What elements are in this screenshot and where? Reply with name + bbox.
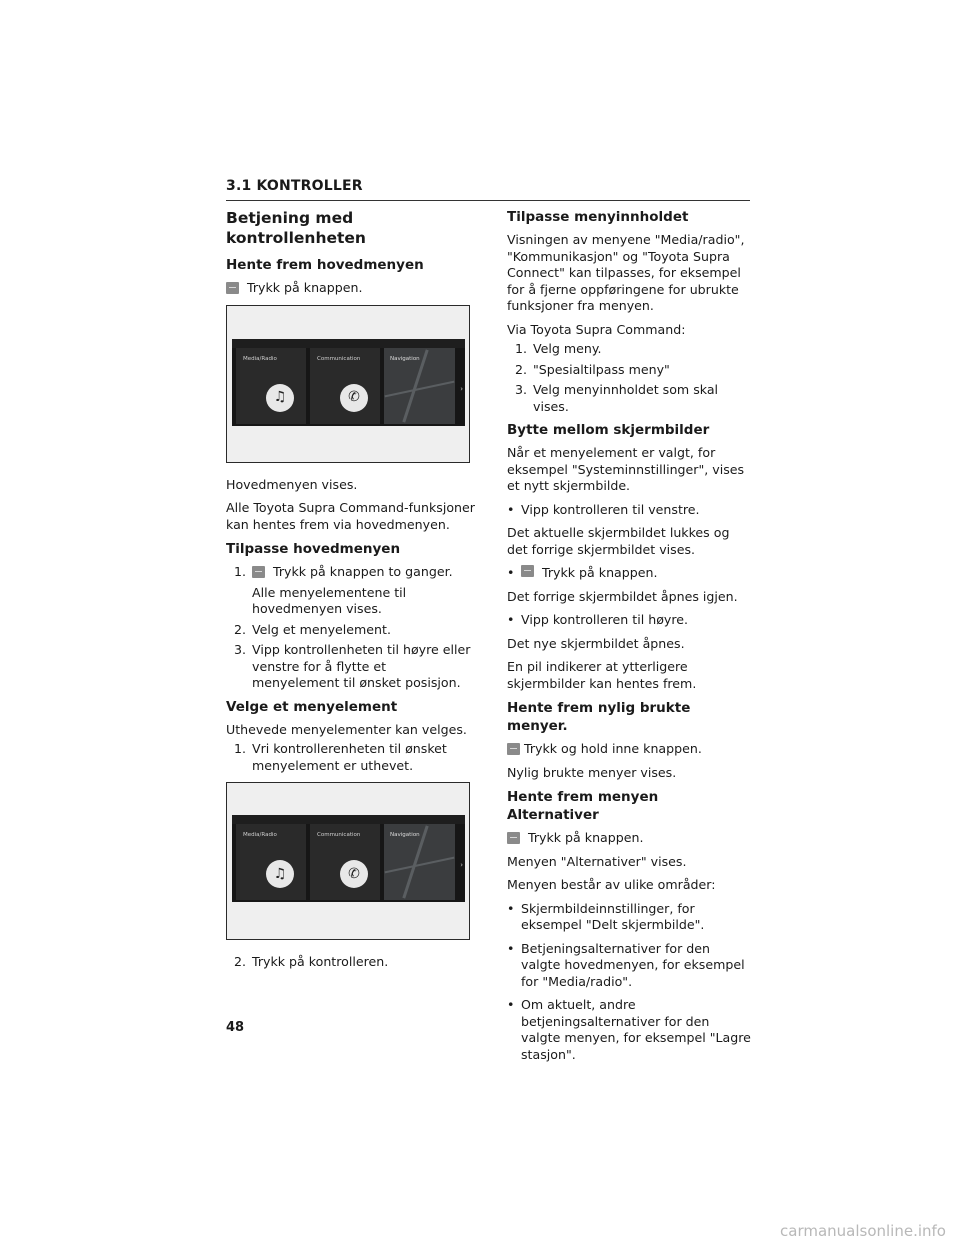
section-header: 3.1 KONTROLLER (226, 178, 750, 201)
customize-step-1-sub: Alle menyelementene til hovedmenyen vises. (252, 584, 407, 616)
page-title: Betjening med kontrollenheten (226, 209, 366, 247)
options-button-row: Trykk på knappen. (507, 830, 752, 847)
via-text: Via Toyota Supra Command: (507, 321, 686, 337)
heading-select: Velge et menyelement (226, 698, 398, 715)
back-button-icon (507, 743, 520, 755)
tile-navigation-label: Navigation (390, 355, 420, 362)
tile-communication-label: Communication (317, 355, 361, 362)
recent-text: Nylig brukte menyer vises. (507, 764, 677, 780)
select-step-2: 2. Trykk på kontrolleren. (233, 954, 389, 969)
via-step-1: 1. Velg meny. (514, 341, 602, 356)
page-number: 48 (226, 1020, 245, 1035)
all-functions-text: Alle Toyota Supra Command-funksjoner kan hentes frem via hovedmenyen. (226, 500, 475, 532)
options-bullet-1: • Skjermbildeinnstillinger, for eksempel "Delt skjermbilde". (507, 900, 705, 932)
tile-communication (310, 348, 380, 424)
heading-options: Hente frem menyen Alternativer (507, 789, 659, 823)
recent-button-row: Trykk og hold inne knappen. (507, 741, 752, 758)
phone-icon: ✆ (340, 860, 368, 888)
tile-media-label: Media/Radio (243, 832, 277, 838)
status-bar (232, 339, 465, 348)
tile-communication-label: Communication (317, 832, 361, 838)
via-step-2: 2. "Spesialtilpass meny" (514, 361, 670, 377)
left-column (226, 208, 476, 975)
via-step-3: 3. Velg menyinnholdet som skal vises. (514, 382, 719, 414)
options-areas-text: Menyen består av ulike områder: (507, 877, 716, 892)
tile-communication (310, 824, 380, 900)
bullet-tilt-right: • Vipp kontrolleren til høyre. (507, 612, 689, 627)
menu-button-icon (226, 282, 239, 294)
heading-menu-content: Tilpasse menyinnholdet (507, 209, 689, 225)
watermark: carmanualsonline.info (780, 1222, 946, 1240)
back-text: Det forrige skjermbildet åpnes igjen. (507, 588, 738, 604)
select-intro: Uthevede menyelementer kan velges. (226, 721, 467, 737)
music-note-icon: ♫ (266, 384, 294, 412)
options-shown-text: Menyen "Alternativer" vises. (507, 853, 687, 869)
tile-navigation (384, 824, 455, 900)
customize-step-1: 1. Trykk på knappen to ganger. (233, 564, 453, 579)
heading-main-menu: Hente frem hovedmenyen (226, 257, 424, 273)
options-bullet-3: • Om aktuelt, andre betjeningsalternativer for den valgte menyen, for eksempel "Lagre stasjon". (507, 997, 751, 1062)
select-step-1: 1. Vri kontrollerenheten til ønsket menyelement er uthevet. (233, 741, 447, 773)
customize-step-3: 3. Vipp kontrollenheten til høyre eller venstre for å flytte et menyelement til ønsket posisjon. (233, 642, 471, 690)
highlighted-menu-screenshot (226, 782, 470, 940)
heading-customize: Tilpasse hovedmenyen (226, 541, 401, 557)
options-bullet-2: • Betjeningsalternativer for den valgte hovedmenyen, for eksempel for "Media/radio". (507, 940, 745, 989)
back-button-icon (521, 565, 534, 577)
tile-navigation (384, 348, 455, 424)
heading-recent: Hente frem nylig brukte menyer. (507, 700, 691, 734)
customize-step-2: 2. Velg et menyelement. (233, 621, 391, 637)
tile-media (236, 348, 306, 424)
music-note-icon: ♫ (266, 860, 294, 888)
bullet-tilt-left: • Vipp kontrolleren til venstre. (507, 501, 700, 517)
chevron-right-icon: › (460, 861, 463, 869)
main-menu-shown: Hovedmenyen vises. (226, 476, 358, 492)
tile-media (236, 824, 306, 900)
display-screen (232, 815, 465, 902)
tilt-left-text: Det aktuelle skjermbildet lukkes og det forrige skjermbildet vises. (507, 525, 730, 557)
tilt-right-text: Det nye skjermbildet åpnes. (507, 635, 685, 651)
tile-navigation-label: Navigation (390, 832, 420, 838)
chevron-right-icon: › (460, 384, 463, 393)
display-screen (232, 339, 465, 426)
menu-content-text: Visningen av menyene "Media/radio", "Kommunikasjon" og "Toyota Supra Connect" kan tilpasses, for eksempel for å fjerne oppføringene for ubrukte funksjoner fra menyen. (507, 232, 745, 313)
main-menu-screenshot (226, 305, 470, 463)
status-bar (232, 815, 465, 824)
menu-button-icon (252, 566, 265, 578)
switch-text: Når et menyelement er valgt, for eksempel "Systeminnstillinger", vises et nytt skjermbilde. (507, 445, 745, 493)
heading-switch: Bytte mellom skjermbilder (507, 422, 710, 438)
option-button-icon (507, 832, 520, 844)
phone-icon: ✆ (340, 384, 368, 412)
arrow-text: En pil indikerer at ytterligere skjermbilder kan hentes frem. (507, 659, 697, 691)
right-column (507, 208, 752, 1070)
tile-media-label: Media/Radio (243, 355, 277, 362)
press-button-text: Trykk på knappen. (247, 280, 363, 295)
bullet-back-button: • Trykk på knappen. (507, 565, 658, 580)
press-menu-row (226, 280, 476, 297)
